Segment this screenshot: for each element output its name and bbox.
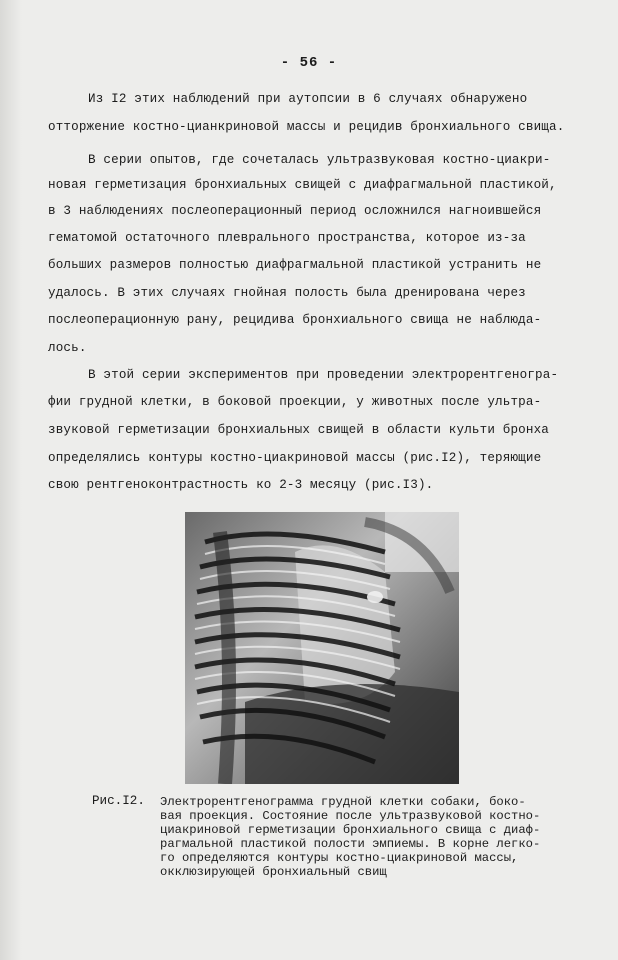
page-number: - 56 - <box>280 55 338 71</box>
text-line: отторжение костно-цианкриновой массы и рецидив бронхиального свища. <box>48 120 565 134</box>
text-line: новая герметизация бронхиальных свищей с диафрагмальной пластикой, <box>48 178 557 192</box>
text-line: лось. <box>48 341 87 355</box>
text-line: больших размеров полностью диафрагмальной пластикой устранить не <box>48 258 542 272</box>
text-line: Из I2 этих наблюдений при аутопсии в 6 случаях обнаружено <box>88 92 528 106</box>
chest-xray-image <box>185 512 459 784</box>
text-line: определялись контуры костно-циакриновой массы (рис.I2), теряющие <box>48 451 542 465</box>
caption-line: рагмальной пластикой полости эмпиемы. В корне легко- <box>160 837 541 851</box>
caption-line: окклюзирующей бронхиальный свищ <box>160 865 387 879</box>
caption-line: вая проекция. Состояние после ультразвуковой костно- <box>160 809 541 823</box>
text-line: гематомой остаточного плеврального пространства, которое из-за <box>48 231 526 245</box>
text-line: В серии опытов, где сочеталась ультразвуковая костно-циакри- <box>88 153 551 167</box>
text-line: звуковой герметизации бронхиальных свищей в области культи бронха <box>48 423 549 437</box>
caption-line: циакриновой герметизации бронхиального свища с диаф- <box>160 823 541 837</box>
page-edge-shadow <box>0 0 22 960</box>
caption-line: го определяются контуры костно-циакриновой массы, <box>160 851 519 865</box>
cyacrin-mass <box>367 591 383 603</box>
caption-line: Электрорентгенограмма грудной клетки собаки, боко- <box>160 795 526 809</box>
text-line: свою рентгеноконтрастность ко 2-3 месяцу (рис.I3). <box>48 478 434 492</box>
text-line: послеоперационную рану, рецидива бронхиального свища не наблюда- <box>48 313 542 327</box>
text-line: удалось. В этих случаях гнойная полость была дренирована через <box>48 286 526 300</box>
text-line: в 3 наблюдениях послеоперационный период осложнился нагноившейся <box>48 204 542 218</box>
text-line: фии грудной клетки, в боковой проекции, у животных после ультра- <box>48 395 542 409</box>
figure-label: Рис.I2. <box>92 794 145 808</box>
text-line: В этой серии экспериментов при проведении электрорентгеногра- <box>88 368 559 382</box>
